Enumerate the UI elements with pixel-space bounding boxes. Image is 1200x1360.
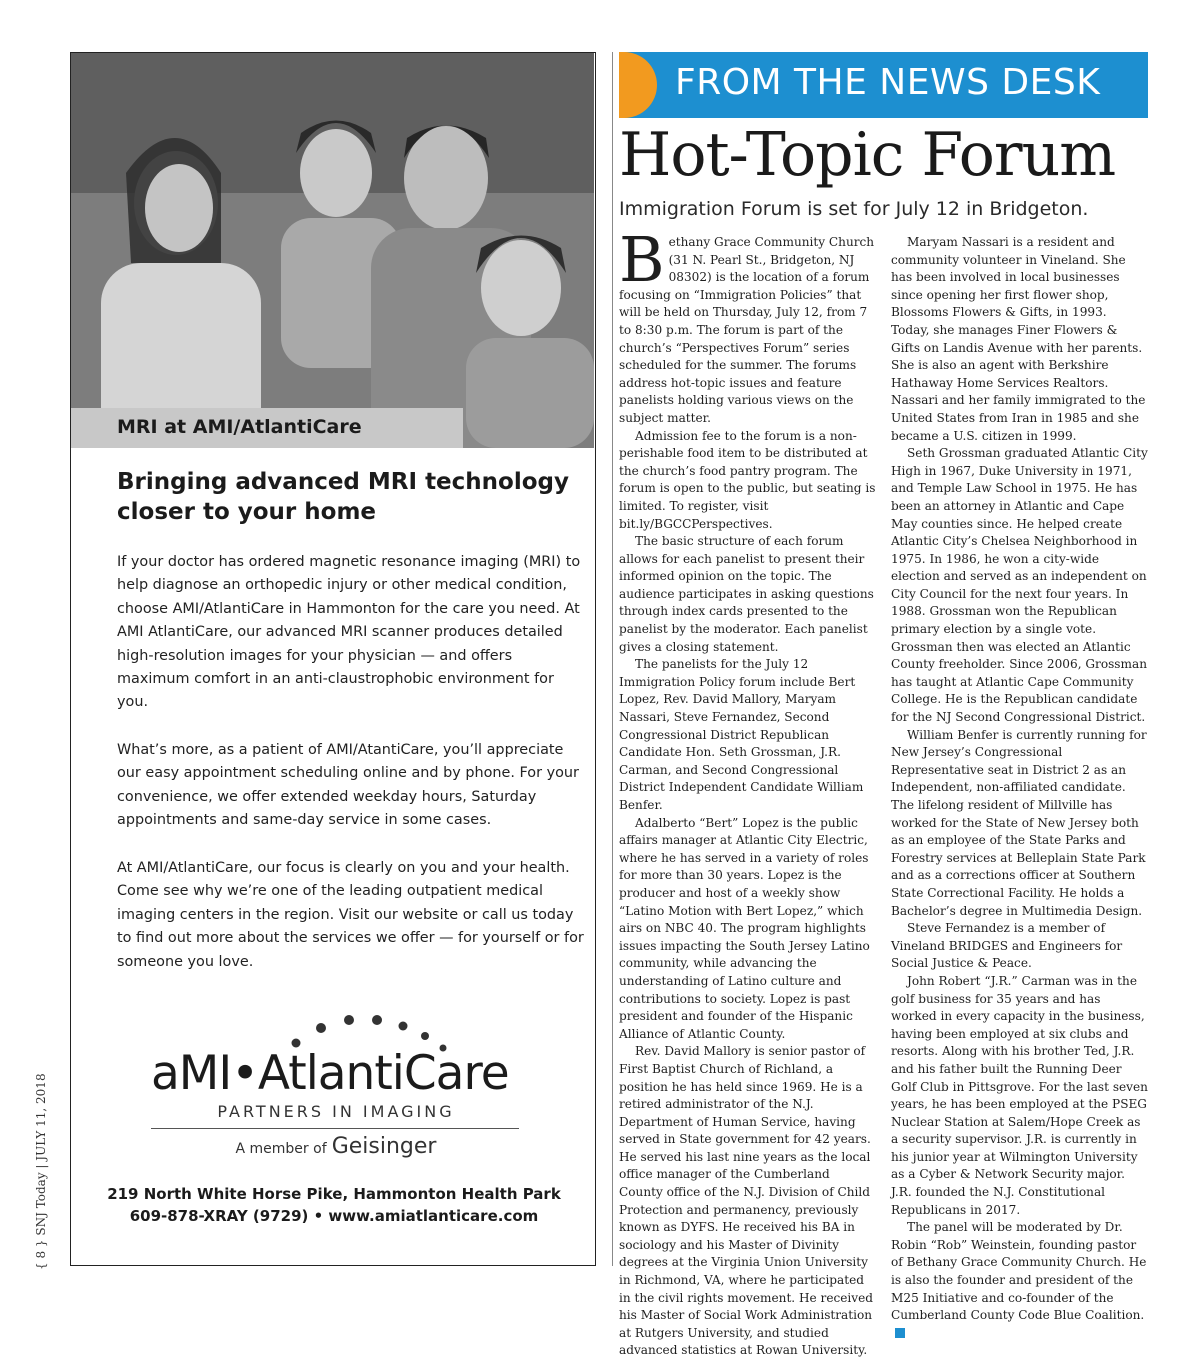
logo-tagline: PARTNERS IN IMAGING [217, 1102, 455, 1121]
ad-contact [71, 1183, 597, 1227]
article-paragraph: Bethany Grace Community Church (31 N. Pearl St., Bridgeton, NJ 08302) is the location of a forum focusing on “Immigration Policies” that will be held on Thursday, July 12, from 7 to 8:30 p.m. The forum is part of the church’s “Perspectives Forum” series scheduled for the summer. The forums address hot-topic issues and feature panelists holding various views on the subject matter. [619, 223, 875, 425]
ad-headline: Bringing advanced MRI technology closer to your home [117, 469, 569, 525]
article-column-2 [891, 234, 1148, 1342]
mri-advertisement [70, 52, 596, 1266]
article-paragraph: Admission fee to the forum is a non-perishable food item to be distributed at the church’s food pantry program. The forum is open to the public, but seating is limited. To register, visit bit.ly/BGCCPerspectives. [619, 428, 876, 531]
caption-bar [117, 408, 463, 448]
article-paragraph: Steve Fernandez is a member of Vineland BRIDGES and Engineers for Social Justice & Peace. [891, 921, 1123, 971]
section-label: FROM THE NEWS DESK [675, 62, 1101, 103]
article-paragraph: Seth Grossman graduated Atlantic City High in 1967, Duke University in 1971, and Temple Law School in 1975. He has been an attorney in Atlantic and Cape May counties since. He helped create Atlantic City’s Chelsea Neighborhood in 1975. In 1986, he won a city-wide election and served as an independent on City Council for the next four years. In 1988. Grossman won the Republican primary election by a single vote. Grossman then was elected an Atlantic County freeholder. Since 2006, Grossman has taught at Atlantic Cape Community College. He is the Republican candidate for the NJ Second Congressional District. [891, 446, 1148, 725]
page-folio: { 8 } SNJ Today | JULY 11, 2018 [34, 1073, 48, 1270]
article-paragraph: The panelists for the July 12 Immigration Policy forum include Bert Lopez, Rev. David Mallory, Maryam Nassari, Steve Fernandez, Second Congressional District Republican Candidate Hon. Seth Grossman, J.R. Carman, and Second Congressional District Independent Candidate William Benfer. [619, 657, 864, 812]
end-mark-icon [895, 1328, 905, 1338]
logo-wordmark: aMI•AtlantiCare [151, 1046, 509, 1101]
article-paragraph: William Benfer is currently running for New Jersey’s Congressional Representative seat in District 2 as an Independent, non-affiliated candidate. The lifelong resident of Millville has worked for the State of New Jersey both as an employee of the State Parks and Forestry services at Belleplain State Park and as a corrections officer at Southern State Correctional Facility. He holds a Bachelor’s degree in Multimedia Design. [891, 727, 1147, 918]
article-paragraph: John Robert “J.R.” Carman was in the golf business for 35 years and has worked in every capacity in the business, having been employed at six clubs and resorts. Along with his brother Ted, J.R. and his father built the Running Deer Golf Club in Pittsgrove. For the last seven years, he has been employed at the PSEG Nuclear Station at Salem/Hope Creek as a security supervisor. J.R. is currently in his junior year at Wilmington University as a Cyber & Network Security major. J.R. founded the N.J. Constitutional Republicans in 2017. [891, 973, 1148, 1217]
member-prefix: A member of [235, 1141, 327, 1157]
logo-member-line [141, 1134, 531, 1159]
article-paragraph: The panel will be moderated by Dr. Robin “Rob” Weinstein, founding pastor of Bethany Grace Community Church. He is also the founder and president of the M25 Initiative and co-founder of the Cumberland County Code Blue Coalition. [891, 1219, 1148, 1342]
ad-paragraph: At AMI/AtlantiCare, our focus is clearly on you and your health. Come see why we’re one of the leading outpatient medical imaging centers in the region. Visit our website or call us today to find out more about the services we offer — for yourself or for someone you love. [117, 860, 584, 970]
drop-cap: B [619, 223, 665, 296]
article-deck: Immigration Forum is set for July 12 in Bridgeton. [619, 198, 1089, 220]
column-divider [612, 52, 613, 1266]
family-photo [71, 53, 594, 448]
photo-caption: MRI at AMI/AtlantiCare [117, 416, 362, 438]
article-headline: Hot-Topic Forum [619, 120, 1116, 190]
logo-rule [151, 1128, 519, 1129]
article-column-1 [619, 223, 876, 1360]
article-paragraph: The basic structure of each forum allows for each panelist to present their informed opinion on the topic. The audience participates in asking questions through index cards presented to the panelist by the moderator. Each panelist gives a closing statement. [619, 534, 874, 654]
member-name: Geisinger [331, 1134, 437, 1159]
article-paragraph: Adalberto “Bert” Lopez is the public affairs manager at Atlantic City Electric, where he has served in a variety of roles for more than 30 years. Lopez is the producer and host of a weekly show “Latino Motion with Bert Lopez,” which airs on NBC 40. The program highlights issues impacting the South Jersey Latino community, while advancing the understanding of Latino culture and contributions to society. Lopez is past president and founder of the Hispanic Alliance of Atlantic County. [619, 815, 870, 1041]
article-paragraph: Maryam Nassari is a resident and community volunteer in Vineland. She has been involved in local businesses since opening her first flower shop, Blossoms Flowers & Gifts, in 1993. Today, she manages Finer Flowers & Gifts on Landis Avenue with her parents. She is also an agent with Berkshire Hathaway Home Services Realtors. Nassari and her family immigrated to the United States from Iran in 1985 and she became a U.S. citizen in 1999. [891, 235, 1146, 443]
ad-phone-web-line: 609-878-XRAY (9729) • www.amiatlanticare.com [129, 1207, 539, 1225]
ad-paragraph: If your doctor has ordered magnetic resonance imaging (MRI) to help diagnose an orthopedic injury or other medical condition, choose AMI/AtlantiCare in Hammonton for the care you need. At AMI AtlantiCare, our advanced MRI scanner produces detailed high-resolution images for your physician — and offers maximum comfort in an anti-claustrophobic environment for you. [117, 554, 581, 711]
ami-atlanticare-logo [141, 998, 541, 1168]
section-banner [619, 52, 1148, 118]
ad-address-line: 219 North White Horse Pike, Hammonton Health Park [107, 1185, 561, 1203]
caption-bar-left [71, 408, 117, 448]
article-paragraph: Rev. David Mallory is senior pastor of First Baptist Church of Richland, a position he has held since 1969. He is a retired administrator of the N.J. Department of Human Service, having served in State government for 42 years. He served his last nine years as the local office manager of the Cumberland County office of the N.J. Division of Child Protection and permanency, previously known as DYFS. He received his BA in sociology and his Master of Divinity degrees at the Virginia Union University in Richmond, VA, where he participated in the civil rights movement. He received his Master of Social Work Administration at Rutgers University, and studied advanced statistics at Rowan University. [619, 1044, 874, 1358]
banner-orange-tab [619, 52, 657, 118]
family-photo-illustration [71, 53, 594, 448]
ad-paragraph: What’s more, as a patient of AMI/AtantiCare, you’ll appreciate our easy appointment scheduling online and by phone. For your convenience, we offer extended weekday hours, Saturday appointments and same-day service in some cases. [117, 742, 579, 829]
